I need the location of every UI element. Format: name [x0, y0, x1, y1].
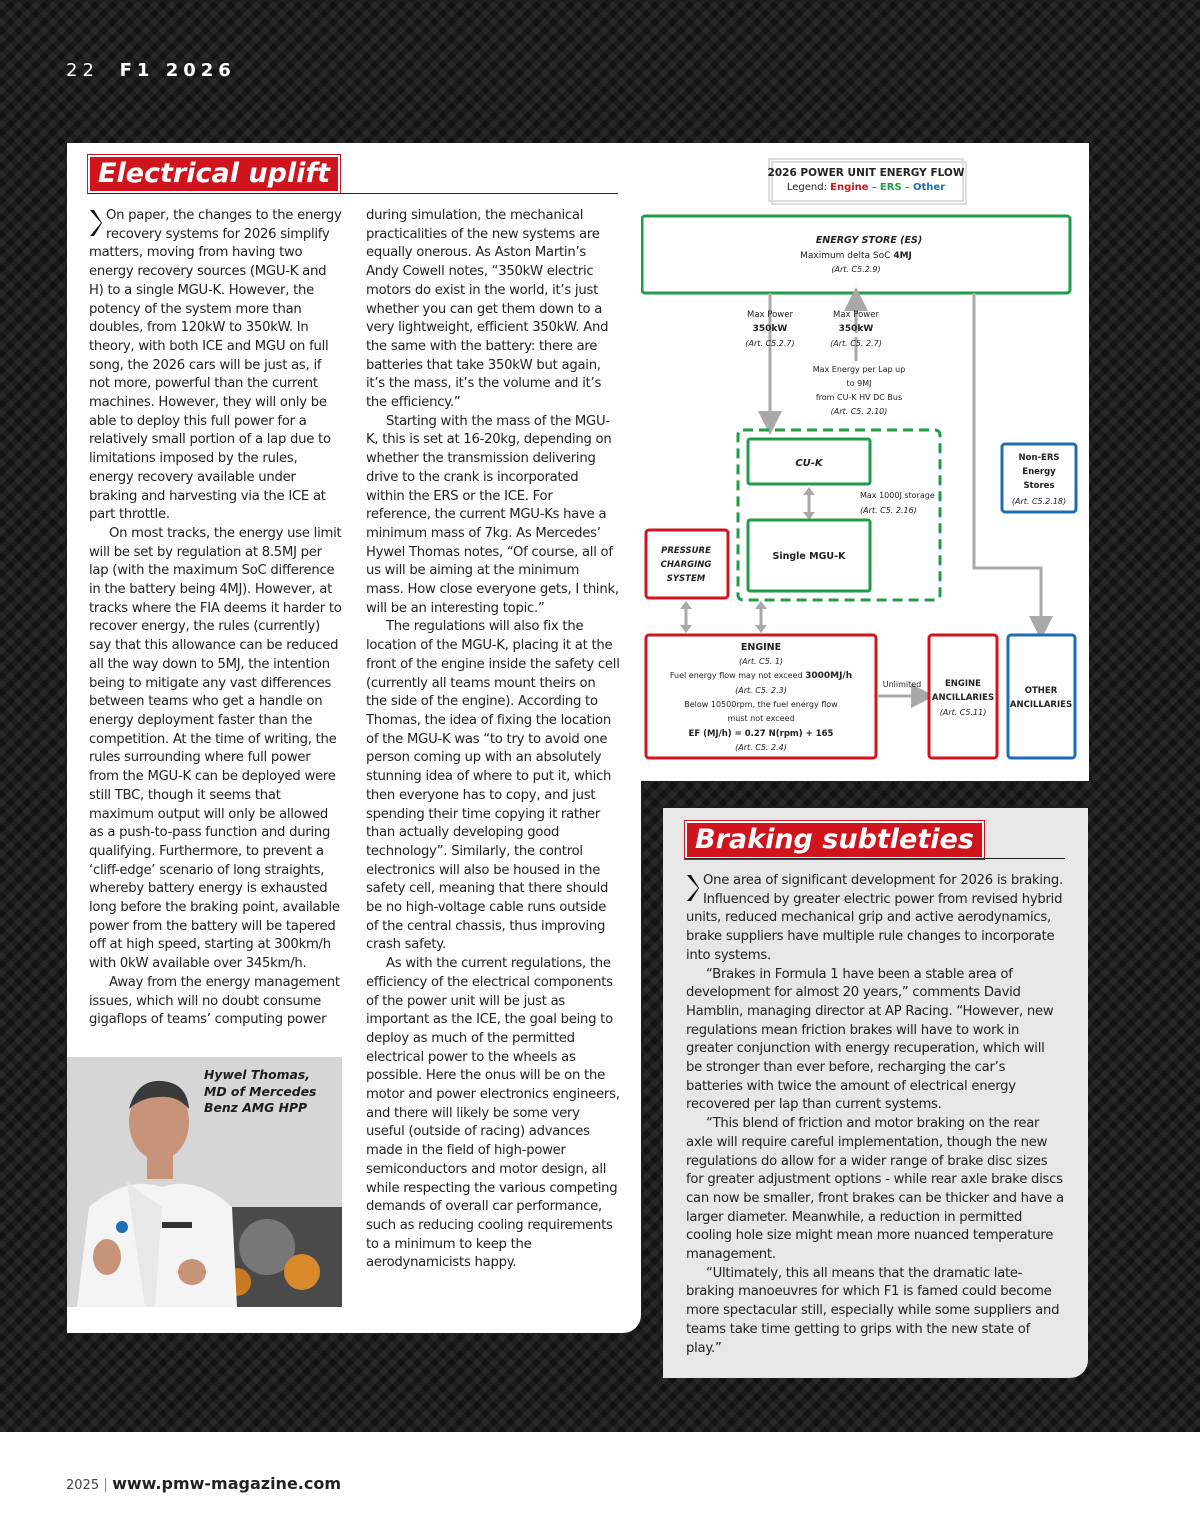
title-rule [88, 193, 618, 194]
col1-paragraph: Away from the energy management issues, which will no doubt consume gigaflops of teams’ computing power [89, 974, 340, 1028]
col1-paragraph: On most tracks, the energy use limit will be set by regulation at 8.5MJ per lap (with the maximum SoC difference in the battery being 4MJ). However, at tracks where the FIA deems it harder to recover energy, the rules (currently) say that this allowance can be reduced all the way down to 5MJ, the intention being to mitigate any vast differences between teams who get a handle on energy deployment faster than the competition. At the time of writing, the rules surrounding where full power from the MGU-K can be deployed were still TBC, though it seems that maximum output will only be allowed as a push-to-pass function and during qualifying. Furthermore, to prevent a ‘cliff-edge’ scenario of long straights, whereby battery energy is exhausted long before the braking point, available power from the battery will be tapered off at high speed, starting at 300km/h with 0kW available over 345km/h. [89, 525, 342, 972]
article-column-1 [89, 207, 344, 1030]
article-column-2 [366, 207, 620, 1273]
other-anc-line1: OTHER [1024, 686, 1058, 696]
non-ers-line3: Stores [1023, 481, 1055, 491]
hywel-thomas-photo [67, 1057, 342, 1307]
page-header [66, 60, 236, 81]
energy-flow-diagram [641, 143, 1089, 781]
engine-ref1: (Art. C5. 1) [738, 657, 784, 666]
non-ers-line2: Energy [1022, 467, 1056, 477]
power-up-ref: (Art. C5. 2.7) [830, 339, 882, 348]
power-down-label: Max Power [747, 310, 793, 320]
col2-paragraph: Starting with the mass of the MGU-K, this is set at 16-20kg, depending on whether the transmission delivering drive to the crank is incorporated within the ERS or the ICE. For reference, the current MGU-Ks have a minimum mass of 7kg. As Mercedes’ Hywel Thomas notes, “Of course, all of us will be aiming at the minimum mass. How close everyone gets, I think, will be an interesting topic.” [366, 413, 619, 616]
storage-line1: Max 1000J storage [860, 491, 935, 500]
braking-paragraph: “This blend of friction and motor braking on the rear axle will require careful implementation, though the new regulations do allow for a wider range of brake disc sizes for greater adjustment options - while rear axle brake discs can now be smaller, front brakes can be thicker and have a larger diameter. Meanwhile, a reduction in permitted cooling hole size might mean more nuanced temperature management. [686, 1116, 1064, 1263]
chevron-marker-icon [686, 874, 699, 902]
energy-store-ref: (Art. C5.2.9) [831, 265, 881, 274]
engine-anc-ref: (Art. C5.11) [939, 708, 987, 717]
diagram-title: 2026 POWER UNIT ENERGY FLOW [767, 167, 965, 179]
braking-paragraph: One area of significant development for 2026 is braking. Influenced by greater electric power from revised hybrid units, reduced mechanical grip and active aerodynamics, brake suppliers have multiple rule changes to incorporate into systems. [686, 873, 1063, 963]
electrical-title: Electrical uplift [88, 155, 340, 193]
power-up-label: Max Power [833, 310, 879, 320]
braking-column [686, 872, 1064, 1358]
engine-line2: Below 10500rpm, the fuel energy flow [684, 700, 838, 709]
engine-line1: Fuel energy flow may not exceed 3000MJ/h [669, 671, 853, 681]
engine-anc-line1: ENGINE [945, 679, 981, 689]
page-footer [66, 1474, 341, 1493]
mguk-label: Single MGU-K [772, 551, 846, 562]
energy-lap-ref: (Art. C5. 2.10) [830, 407, 888, 416]
non-ers-line1: Non-ERS [1018, 453, 1060, 463]
non-ers-ref: (Art. C5.2.18) [1011, 497, 1067, 506]
photo-caption: Hywel Thomas, MD of Mercedes Benz AMG HPP [204, 1067, 317, 1115]
braking-title: Braking subtleties [685, 821, 984, 859]
pressure-line3: SYSTEM [666, 574, 706, 584]
energy-lap-line2: to 9MJ [846, 379, 872, 388]
unlimited-label: Unlimited [882, 680, 922, 689]
engine-anc-line2: ANCILLARIES [931, 693, 995, 703]
cuk-label: CU-K [795, 458, 823, 469]
footer-year: 2025 [66, 1478, 100, 1493]
energy-lap-line1: Max Energy per Lap up [812, 365, 906, 374]
chevron-marker-icon [89, 209, 102, 237]
other-anc-line2: ANCILLARIES [1009, 700, 1073, 710]
col2-paragraph: As with the current regulations, the efficiency of the electrical components of the power unit will be just as important as the ICE, the goal being to deploy as much of the permitted electrical power to the wheels as possible. Here the onus will be on the motor and power electronics engineers, and there will likely be some very useful (outside of racing) advances made in the field of high-power semiconductors and motor design, all while respecting the various competing demands of overall car performance, such as reducing cooling requirements to a minimum to keep the aerodynamicists happy. [366, 956, 620, 1271]
power-up-value: 350kW [838, 324, 874, 334]
braking-paragraph: “Ultimately, this all means that the dramatic late-braking manoeuvres for which F1 is famed could become more spectacular still, especially while some suppliers and teams take time getting to grips with the new state of play.” [686, 1265, 1060, 1356]
col2-paragraph: during simulation, the mechanical practicalities of the new systems are equally onerous. As Aston Martin’s Andy Cowell notes, “350kW electric motors do exist in the world, it’s just whether you can get them down to a very lightweight, efficient 350kW. And the same with the battery: there are batteries that take 350kW but again, it’s the mass, it’s the volume and it’s the efficiency.” [366, 208, 609, 411]
engine-name: ENGINE [740, 642, 782, 653]
engine-line3: must not exceed [727, 714, 795, 723]
braking-paragraph: “Brakes in Formula 1 have been a stable area of development for almost 20 years,” comments David Hamblin, managing director at AP Racing. “However, new regulations mean friction brakes will have to work in greater conjunction with energy recuperation, which will be stronger than ever before, recharging the car’s batteries with twice the amount of electrical energy recovered per lap than current systems. [686, 966, 1054, 1113]
pressure-line1: PRESSURE [661, 546, 711, 556]
energy-flow-diagram-panel [641, 143, 1089, 781]
diagram-legend: Legend: Engine – ERS – Other [786, 182, 946, 193]
diagram-title-box [769, 159, 963, 201]
energy-lap-line3: from CU-K HV DC Bus [815, 393, 903, 402]
col1-paragraph: On paper, the changes to the energy recovery systems for 2026 simplify matters, moving from having two energy recovery sources (MGU-K and H) to a single MGU-K. However, the potency of the system more than doubles, from 120kW to 350kW. In theory, with both ICE and MGU on full song, the 2026 cars will be just as, if not more, powerful than the current machines. However, they will only be able to deploy this full power for a relatively small portion of a lap due to limitations imposed by the rules, energy recovery available under braking and harvesting via the ICE at part throttle. [89, 208, 342, 523]
section-header-title: F1 2026 [119, 60, 236, 81]
footer-website-link[interactable]: www.pmw-magazine.com [112, 1474, 342, 1493]
other-ancillaries-box [1008, 635, 1075, 758]
energy-store-name: ENERGY STORE (ES) [815, 235, 923, 246]
power-down-ref: (Art. C5.2.7) [745, 339, 795, 348]
page-number: 22 [66, 60, 99, 81]
engine-box [646, 635, 876, 758]
engine-ref2: (Art. C5. 2.3) [735, 686, 787, 695]
col2-paragraph: The regulations will also fix the location of the MGU-K, placing it at the front of the engine inside the safety cell (currently all teams mount theirs on the side of the engine). According to Thomas, the idea of fixing the location of the MGU-K was “to try to avoid one person coming up with an absolutely stunning idea of where to put it, which then everyone has to copy, and just spending their time copying it rather than actually developing good technology”. Similarly, the control electronics will also be housed in the safety cell, meaning that there should be no high-voltage cable runs outside of the central chassis, thus improving crash safety. [366, 619, 620, 953]
storage-ref: (Art. C5. 2.16) [860, 506, 917, 515]
braking-title-rule [685, 858, 1065, 859]
energy-store-soc: Maximum delta SoC 4MJ [800, 251, 912, 261]
engine-ref3: (Art. C5. 2.4) [735, 743, 787, 752]
footer-divider [105, 1478, 106, 1492]
engine-formula: EF (MJ/h) = 0.27 N(rpm) + 165 [688, 729, 834, 739]
pressure-line2: CHARGING [660, 560, 712, 570]
power-down-value: 350kW [752, 324, 788, 334]
